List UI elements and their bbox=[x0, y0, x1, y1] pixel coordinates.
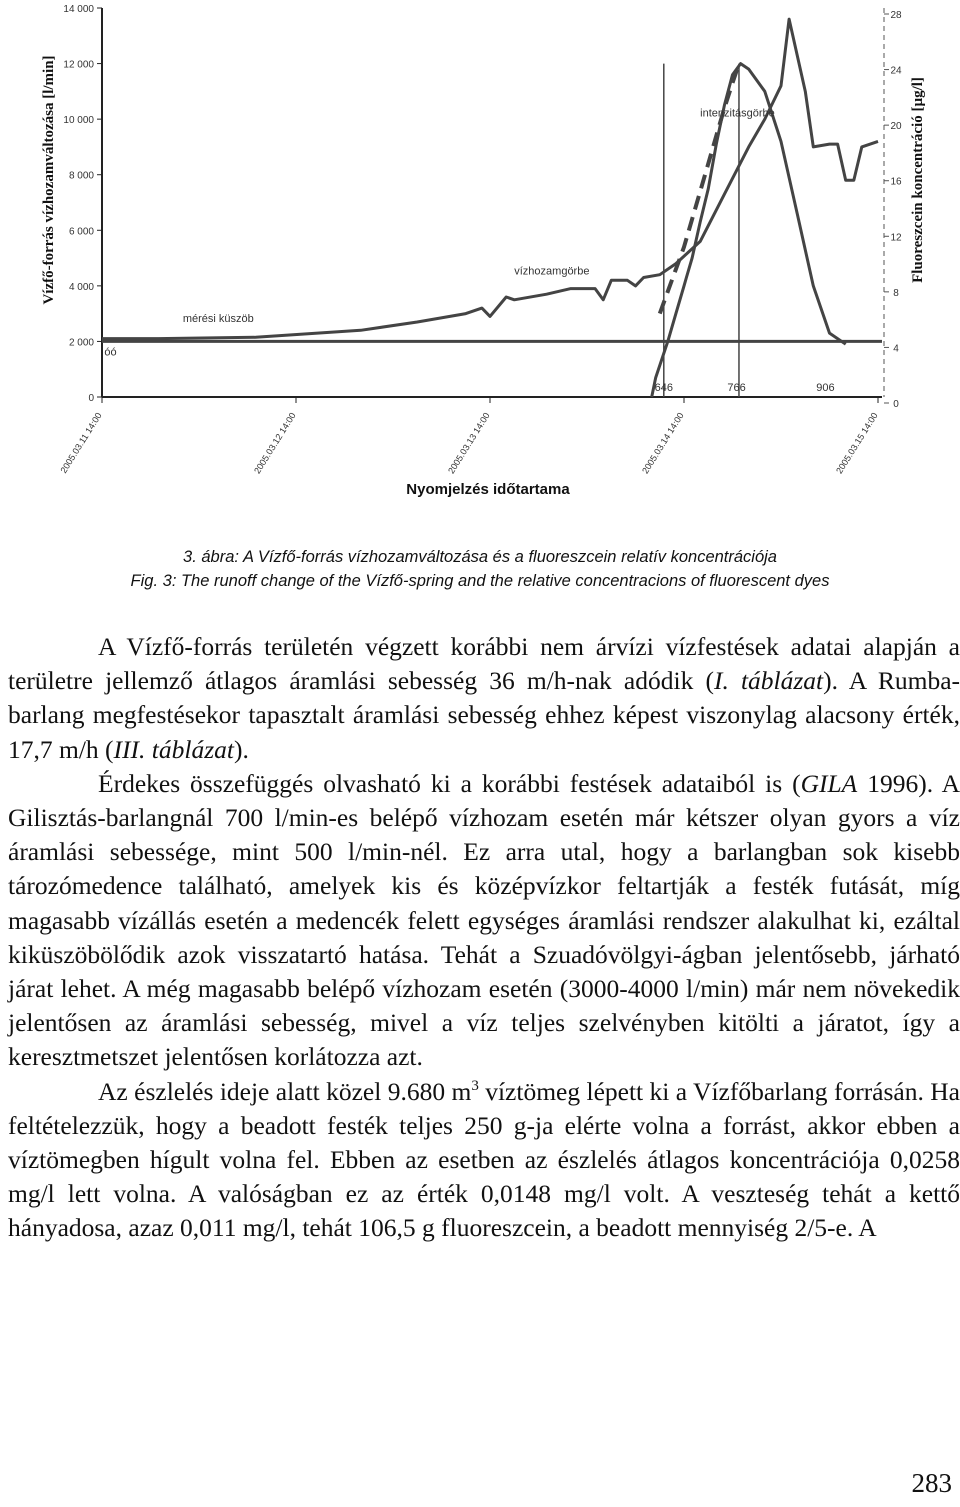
left-tick-label: 12 000 bbox=[63, 59, 94, 71]
left-tick-label: 0 bbox=[88, 393, 94, 404]
p1-table-ref-1: I. táblázat bbox=[713, 666, 824, 696]
figure-caption-hu: 3. ábra: A Vízfő-forrás vízhozamváltozása és a fluoreszcein relatív koncentrációja bbox=[183, 548, 777, 566]
p2-text-a: Érdekes összefüggés olvasható ki a korábbi festések adataiból is ( bbox=[98, 768, 801, 798]
annotation-label: 646 bbox=[654, 382, 673, 395]
x-tick-label: 2005.03.11 14:00 bbox=[58, 410, 104, 475]
chart-labels bbox=[41, 4, 926, 498]
p1-text-e: ). bbox=[233, 734, 249, 764]
annotation-label: mérési küszöb bbox=[182, 312, 254, 325]
p1-text-c: ). A Rumba-barlang megfestésekor tapasztalt áramlási sebesség ehhez képest viszonylag alacsony érték, 17,7 m/h ( bbox=[8, 666, 960, 764]
annotation-label: 766 bbox=[727, 382, 746, 395]
right-tick-label: 8 bbox=[893, 287, 899, 299]
body-text bbox=[8, 630, 960, 1246]
paragraph-3 bbox=[8, 1075, 960, 1246]
figure-caption-en: Fig. 3: The runoff change of the Vízfő-spring and the relative concentracions of fluorescent dyes bbox=[130, 572, 830, 590]
left-tick-label: 10 000 bbox=[63, 115, 94, 127]
annotation-label: vízhozamgörbe bbox=[514, 265, 590, 278]
chart-curves bbox=[102, 19, 882, 397]
left-tick-label: 14 000 bbox=[63, 4, 94, 15]
left-tick-label: 4 000 bbox=[68, 281, 94, 293]
right-axis-title: Fluoreszcein koncentráció [µg/l] bbox=[910, 77, 926, 283]
left-tick-label: 6 000 bbox=[68, 226, 94, 238]
right-tick-label: 0 bbox=[893, 399, 899, 410]
p3-superscript: 3 bbox=[471, 1077, 479, 1094]
right-tick-label: 16 bbox=[890, 176, 902, 188]
p2-author: GILA bbox=[800, 768, 858, 798]
right-tick-label: 4 bbox=[893, 343, 899, 355]
chart-axes bbox=[97, 8, 889, 403]
page-number: 283 bbox=[911, 1468, 952, 1498]
figure bbox=[0, 0, 960, 510]
paragraph-1 bbox=[8, 630, 960, 767]
right-tick-label: 24 bbox=[890, 65, 902, 77]
right-tick-label: 12 bbox=[890, 232, 902, 244]
x-tick-label: 2005.03.13 14:00 bbox=[446, 410, 492, 476]
left-tick-label: 2 000 bbox=[68, 337, 94, 349]
annotation-label: 906 bbox=[816, 382, 835, 395]
runoff-chart bbox=[0, 0, 960, 510]
x-tick-label: 2005.03.15 14:00 bbox=[834, 410, 880, 476]
p3-text-b: víztömeg lépett ki a Vízfőbarlang forrásán. Ha feltételezzük, hogy a beadott festék teljes 250 g-ja elérte volna a forrást, akkor ebben a víztömegben hígult volna fel. Ebben az esetben az észlelés átlagos koncentrációja 0,0258 mg/l lett volna. A valóságban ez az érték 0,0148 mg/l volt. A veszteség tehát a kettő hányadosa, azaz 0,011 mg/l, tehát 106,5 g fluoreszcein, a beadott mennyiség 2/5-e. A bbox=[8, 1076, 960, 1243]
runoff-curve bbox=[102, 19, 878, 339]
annotation-label: intenzitásgörbe bbox=[700, 107, 775, 120]
x-tick-label: 2005.03.12 14:00 bbox=[252, 410, 298, 476]
p2-text-c: 1996). A Gilisztás-barlangnál 700 l/min-es belépő vízhozam esetén már kétszer olyan gyors a víz áramlási sebessége, mint 500 l/min-nél. Ez arra utal, hogy a barlangban sok kisebb tározómedence található, amelyek kis és középvízkor feltartják a festék futását, míg magasabb vízállás esetén a medencék felett egységes áramlási rendszer alakulhat ki, ezáltal kiküszöbölődik azok visszatartó hatása. Tehát a Szuadóvölgyi-ágban jelentősebb, járható járat lehet. A még magasabb belépő vízhozam esetén (3000-4000 l/min) már nem növekedik jelentősen az áramlási sebesség, mivel a víz teljes szelvényben kitölti a járatot, így a keresztmetszet jelentősen korlátozza azt. bbox=[8, 768, 960, 1072]
p1-text-a: A Vízfő-forrás területén végzett korábbi nem árvízi vízfestések adatai alapján a területre jellemző átlagos áramlási sebesség 36 m/h-nak adódik ( bbox=[8, 632, 960, 696]
x-tick-label: 2005.03.14 14:00 bbox=[640, 410, 686, 476]
paragraph-2 bbox=[8, 767, 960, 1075]
right-tick-label: 20 bbox=[890, 121, 902, 133]
x-axis-title: Nyomjelzés időtartama bbox=[406, 481, 570, 498]
annotation-label: óó bbox=[104, 346, 117, 359]
right-tick-label: 28 bbox=[890, 10, 902, 21]
left-tick-label: 8 000 bbox=[68, 170, 94, 182]
p1-table-ref-3: III. táblázat bbox=[113, 734, 234, 764]
p3-text-a: Az észlelés ideje alatt közel 9.680 m bbox=[98, 1076, 472, 1106]
left-axis-title: Vízfő-forrás vízhozamváltozása [l/min] bbox=[41, 55, 57, 305]
